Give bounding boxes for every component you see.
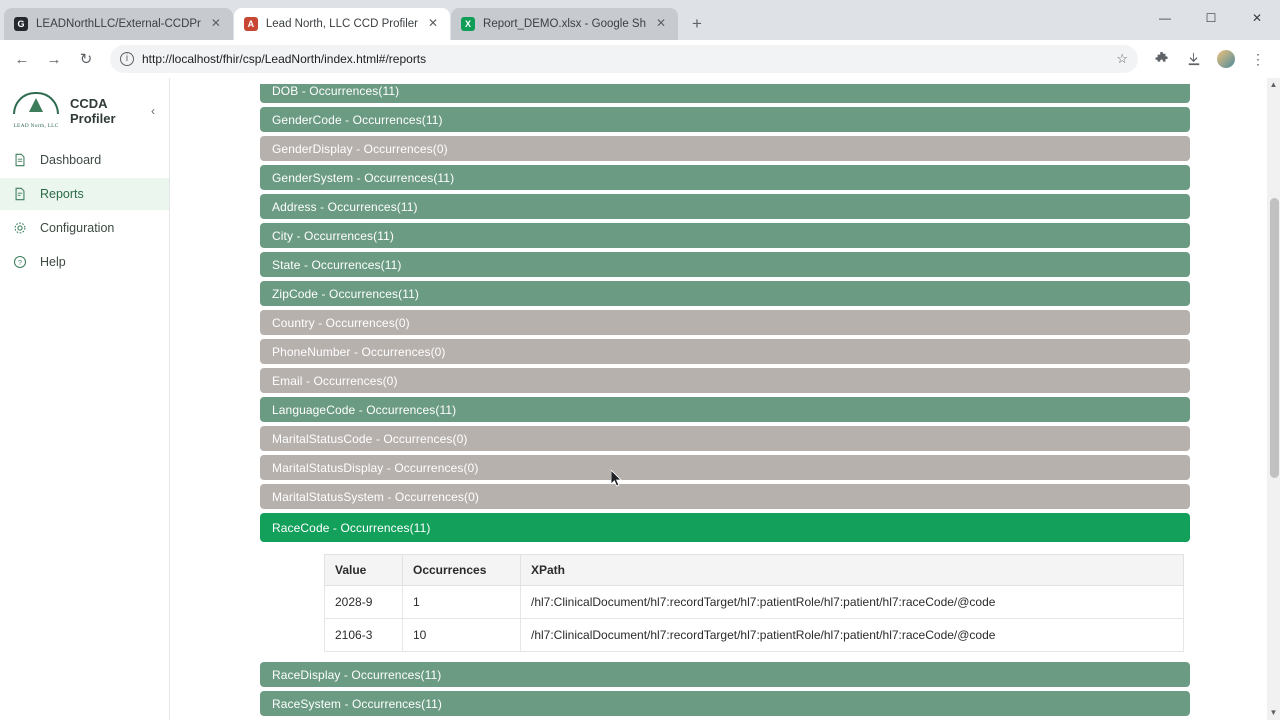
- logo-text: LEAD North, LLC: [13, 123, 59, 129]
- close-icon[interactable]: ✕: [655, 16, 667, 30]
- sidebar-item-dashboard[interactable]: [0, 144, 169, 176]
- reload-icon[interactable]: ↻: [79, 51, 93, 68]
- scrollbar-thumb[interactable]: [1270, 198, 1279, 478]
- tab-title: LEADNorthLLC/External-CCDPr: [36, 18, 201, 30]
- gear-icon: [12, 221, 28, 235]
- leadnorth-logo-icon: [10, 92, 62, 130]
- tab-title: Lead North, LLC CCD Profiler: [265, 18, 419, 30]
- downloads-icon[interactable]: [1180, 45, 1208, 73]
- occurrence-bar-city[interactable]: City - Occurrences(11): [260, 223, 1190, 248]
- column-header-value: Value: [325, 555, 403, 586]
- cell-xpath: /hl7:ClinicalDocument/hl7:recordTarget/hl7:patientRole/hl7:patient/hl7:raceCode/@code: [521, 619, 1184, 652]
- table-row: [325, 619, 1184, 652]
- sidebar-item-label: Dashboard: [40, 153, 102, 167]
- sidebar-item-label: Reports: [40, 187, 84, 201]
- cell-value: 2106-3: [325, 619, 403, 652]
- column-header-occurrences: Occurrences: [403, 555, 521, 586]
- cell-occurrences: 10: [403, 619, 521, 652]
- occurrence-bar-maritalstatussystem[interactable]: MaritalStatusSystem - Occurrences(0): [260, 484, 1190, 509]
- cell-occurrences: 1: [403, 586, 521, 619]
- occurrence-bar-address[interactable]: Address - Occurrences(11): [260, 194, 1190, 219]
- reports-content: [170, 78, 1280, 720]
- sidebar-item-reports[interactable]: [0, 178, 169, 210]
- occurrence-bar-zipcode[interactable]: ZipCode - Occurrences(11): [260, 281, 1190, 306]
- address-bar[interactable]: [110, 45, 1138, 73]
- document-icon: [12, 153, 28, 167]
- new-tab-button[interactable]: +: [692, 14, 702, 33]
- occurrence-bar-racecode[interactable]: RaceCode - Occurrences(11): [260, 513, 1190, 542]
- browser-tab-2[interactable]: [234, 8, 450, 40]
- occurrence-bar-languagecode[interactable]: LanguageCode - Occurrences(11): [260, 397, 1190, 422]
- close-icon[interactable]: ✕: [210, 16, 221, 30]
- occurrence-bar-country[interactable]: Country - Occurrences(0): [260, 310, 1190, 335]
- svg-text:?: ?: [18, 259, 22, 267]
- sidebar-item-label: Configuration: [40, 221, 115, 235]
- occurrence-bar-maritalstatusdisplay[interactable]: MaritalStatusDisplay - Occurrences(0): [260, 455, 1190, 480]
- occurrence-bar-genderdisplay[interactable]: GenderDisplay - Occurrences(0): [260, 136, 1190, 161]
- app-title: CCDA Profiler: [70, 96, 116, 126]
- occurrence-bar-maritalstatuscode[interactable]: MaritalStatusCode - Occurrences(0): [260, 426, 1190, 451]
- occurrence-bar-gendercode[interactable]: GenderCode - Occurrences(11): [260, 107, 1190, 132]
- occurrence-bar-racesystem[interactable]: RaceSystem - Occurrences(11): [260, 691, 1190, 716]
- racecode-detail-table-wrap: [260, 546, 1190, 662]
- page-body: [0, 78, 1280, 720]
- window-controls: [1142, 0, 1280, 36]
- report-icon: [12, 187, 28, 201]
- sidebar: [0, 78, 170, 720]
- cell-value: 2028-9: [325, 586, 403, 619]
- sidebar-item-configuration[interactable]: [0, 212, 169, 244]
- occurrence-bar-gendersystem[interactable]: GenderSystem - Occurrences(11): [260, 165, 1190, 190]
- extensions-icon[interactable]: [1148, 45, 1176, 73]
- url-text[interactable]: http://localhost/fhir/csp/LeadNorth/index.html#/reports: [142, 52, 427, 66]
- racecode-detail-table: [324, 554, 1184, 652]
- profiler-icon: A: [244, 17, 258, 31]
- maximize-button[interactable]: ☐: [1205, 11, 1217, 25]
- github-icon: G: [14, 17, 28, 31]
- page-scrollbar[interactable]: [1267, 78, 1280, 720]
- sheets-icon: X: [461, 17, 475, 31]
- brand-row: [0, 84, 169, 144]
- occurrence-bar-state[interactable]: State - Occurrences(11): [260, 252, 1190, 277]
- bookmark-star-icon[interactable]: ☆: [1116, 51, 1128, 66]
- close-window-button[interactable]: ✕: [1251, 11, 1263, 25]
- forward-icon[interactable]: →: [46, 50, 62, 68]
- tab-title: Report_DEMO.xlsx - Google Sh: [483, 18, 646, 30]
- content-top-mask: [170, 78, 1280, 84]
- occurrence-bar-email[interactable]: Email - Occurrences(0): [260, 368, 1190, 393]
- sidebar-item-label: Help: [40, 255, 66, 269]
- browser-tab-1[interactable]: [4, 8, 233, 40]
- browser-toolbar: [0, 40, 1280, 78]
- back-icon[interactable]: ←: [14, 50, 30, 68]
- sidebar-item-help[interactable]: [0, 246, 169, 278]
- table-row: [325, 586, 1184, 619]
- cell-xpath: /hl7:ClinicalDocument/hl7:recordTarget/hl7:patientRole/hl7:patient/hl7:raceCode/@code: [521, 586, 1184, 619]
- sidebar-collapse-icon[interactable]: ‹: [151, 104, 155, 118]
- site-info-icon[interactable]: i: [120, 52, 134, 66]
- profile-avatar[interactable]: [1212, 45, 1240, 73]
- occurrence-bar-phonenumber[interactable]: PhoneNumber - Occurrences(0): [260, 339, 1190, 364]
- scroll-up-icon[interactable]: ▲: [1269, 80, 1278, 89]
- minimize-button[interactable]: —: [1159, 11, 1171, 25]
- table-header-row: [325, 555, 1184, 586]
- browser-tab-3[interactable]: [451, 8, 678, 40]
- occurrence-bar-racedisplay[interactable]: RaceDisplay - Occurrences(11): [260, 662, 1190, 687]
- occurrence-bar-dob[interactable]: DOB - Occurrences(11): [260, 78, 1190, 103]
- close-icon[interactable]: ✕: [427, 16, 439, 30]
- help-icon: [12, 255, 28, 269]
- more-menu-icon[interactable]: ⋮: [1251, 50, 1265, 67]
- occurrence-bar-list: [260, 78, 1190, 716]
- column-header-xpath: XPath: [521, 555, 1184, 586]
- scroll-down-icon[interactable]: ▼: [1269, 708, 1278, 717]
- tab-strip: [0, 0, 1280, 40]
